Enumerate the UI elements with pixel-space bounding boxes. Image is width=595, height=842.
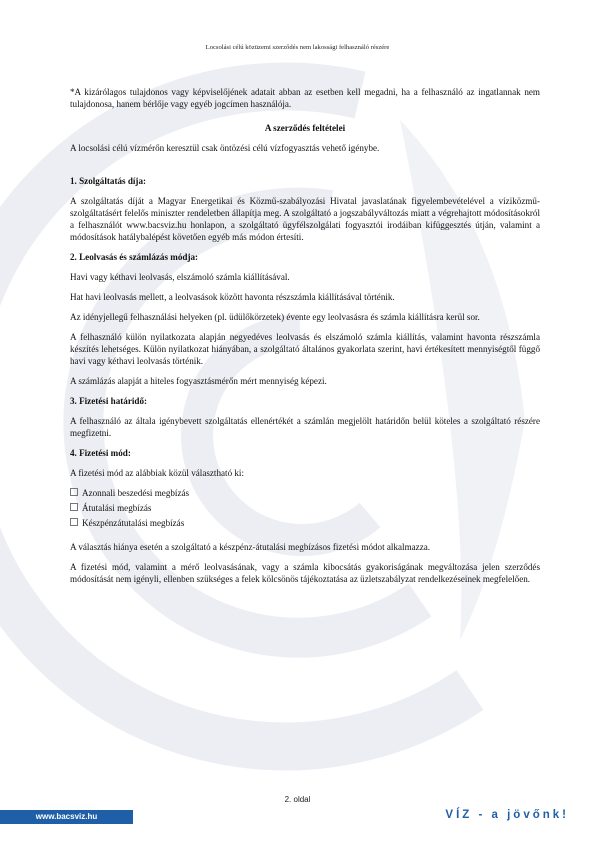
owner-footnote: *A kizárólagos tulajdonos vagy képviselőjének adatait abban az esetben kell megadni, ha a felhasználó az ingatlannak nem tulajdonosa, hanem bérlője vagy egyéb jogcímen használója.: [70, 87, 540, 109]
reading-paragraph-1: Havi vagy kéthavi leolvasás, elszámoló számla kiállításával.: [70, 272, 290, 282]
section-title: A szerződés feltételei: [264, 123, 346, 133]
payment-option-direct-debit: [70, 487, 540, 499]
option-label: Átutalási megbízás: [82, 503, 152, 513]
page-number: 2. oldal: [284, 795, 311, 804]
running-header: Locsolási célú közüzemi szerződés nem lakossági felhasználó részére: [205, 44, 390, 51]
service-fee-paragraph: A szolgáltatás díját a Magyar Energetikai és Közmű-szabályozási Hivatal javaslatának figyelembevételével a víziközmű-szolgáltatásért felelős miniszter rendeletben állapítja meg. A szolgáltató a jogszabályváltozás miatt a végrehajtott módosításokról a felhasználót www.bacsviz.hu honlapon, a szolgáltató ügyfélszolgálati fogyasztói irodáiban kifüggesztés útján, valamint a módosítások hatálybalépést követően egyéb más módon értesíti.: [70, 196, 540, 242]
option-label: Azonnali beszedési megbízás: [82, 488, 190, 498]
checkbox-icon[interactable]: [70, 503, 78, 511]
slogan: VÍZ - a jövőnk!: [445, 809, 569, 821]
payment-method-intro: A fizetési mód az alábbiak közül választható ki:: [70, 468, 244, 478]
payment-option-cash-transfer: [70, 517, 540, 529]
heading-service-fee: 1. Szolgáltatás díja:: [70, 176, 147, 186]
payment-option-transfer: [70, 502, 540, 514]
reading-paragraph-4: A felhasználó külön nyilatkozata alapján negyedéves leolvasás és elszámoló számla kiállítás, valamint havonta részszámla készítés lehetséges. Külön nyilatkozat hiányában, a szolgáltató általános gyakorlata szerint, havi értékesített mennyiségtől függő havi vagy kéthavi leolvasás történik.: [70, 332, 540, 366]
payment-default-paragraph: A választás hiánya esetén a szolgáltató a készpénz-átutalási megbízásos fizetési módot alkalmazza.: [70, 542, 431, 552]
reading-paragraph-5: A számlázás alapját a hiteles fogyasztásmérőn mért mennyiség képezi.: [70, 376, 327, 386]
payment-options-list: [70, 487, 540, 529]
heading-reading-billing: 2. Leolvasás és számlázás módja:: [70, 252, 199, 262]
payment-deadline-paragraph: A felhasználó az általa igénybevett szolgáltatás ellenértékét a számlán megjelölt határidőn belül köteles a szolgáltató részére megfizetni.: [70, 416, 540, 438]
checkbox-icon[interactable]: [70, 518, 78, 526]
reading-paragraph-2: Hat havi leolvasás mellett, a leolvasások között havonta részszámla kiállításával történik.: [70, 292, 395, 302]
intro-paragraph: A locsolási célú vízmérőn keresztül csak öntözési célú vízfogyasztás vehető igénybe.: [70, 143, 380, 153]
payment-change-paragraph: A fizetési mód, valamint a mérő leolvasásának, vagy a számla kibocsátás gyakoriságának megváltozása jelen szerződés módosítását nem igényli, ellenben szükséges a felek kölcsönös tájékoztatása az üzletszabályzat rendelkezéseinek megfelelően.: [70, 562, 540, 584]
heading-payment-method: 4. Fizetési mód:: [70, 448, 131, 458]
heading-payment-deadline: 3. Fizetési határidő:: [70, 396, 148, 406]
document-body: [70, 86, 540, 585]
option-label: Készpénzátutalási megbízás: [82, 518, 185, 528]
website-link[interactable]: www.bacsviz.hu: [0, 810, 133, 824]
checkbox-icon[interactable]: [70, 488, 78, 496]
reading-paragraph-3: Az idényjellegű felhasználási helyeken (pl. üdülőkörzetek) évente egy leolvasásra és számla kiállításra kerül sor.: [70, 312, 480, 322]
